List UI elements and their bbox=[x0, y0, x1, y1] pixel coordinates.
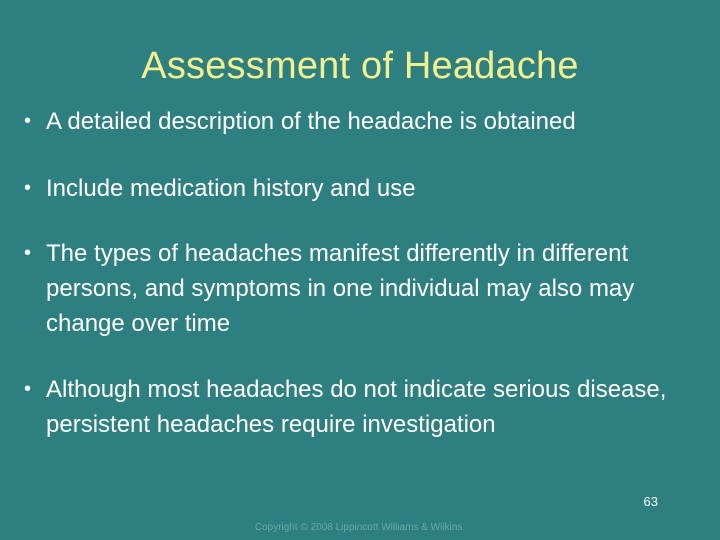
bullet-marker: • bbox=[24, 378, 32, 400]
bullet-item bbox=[24, 171, 694, 206]
bullet-item bbox=[24, 372, 694, 442]
bullet-text: The types of headaches manifest differently in different persons, and symptoms in one individual may also may change over time bbox=[46, 240, 635, 337]
bullet-item bbox=[24, 104, 694, 139]
bullet-marker: • bbox=[24, 110, 32, 132]
bullet-item bbox=[24, 236, 694, 341]
bullet-marker: • bbox=[24, 177, 32, 199]
bullet-text: A detailed description of the headache is obtained bbox=[46, 108, 576, 135]
bullet-text: Although most headaches do not indicate serious disease, persistent headaches require investigation bbox=[46, 376, 667, 438]
bullet-text: Include medication history and use bbox=[46, 175, 416, 202]
bullet-marker: • bbox=[24, 242, 32, 264]
copyright-footer: Copyright © 2008 Lippincott Williams & Wilkins. bbox=[254, 522, 466, 533]
slide-title: Assessment of Headache bbox=[141, 45, 579, 87]
page-number: 63 bbox=[643, 494, 658, 509]
